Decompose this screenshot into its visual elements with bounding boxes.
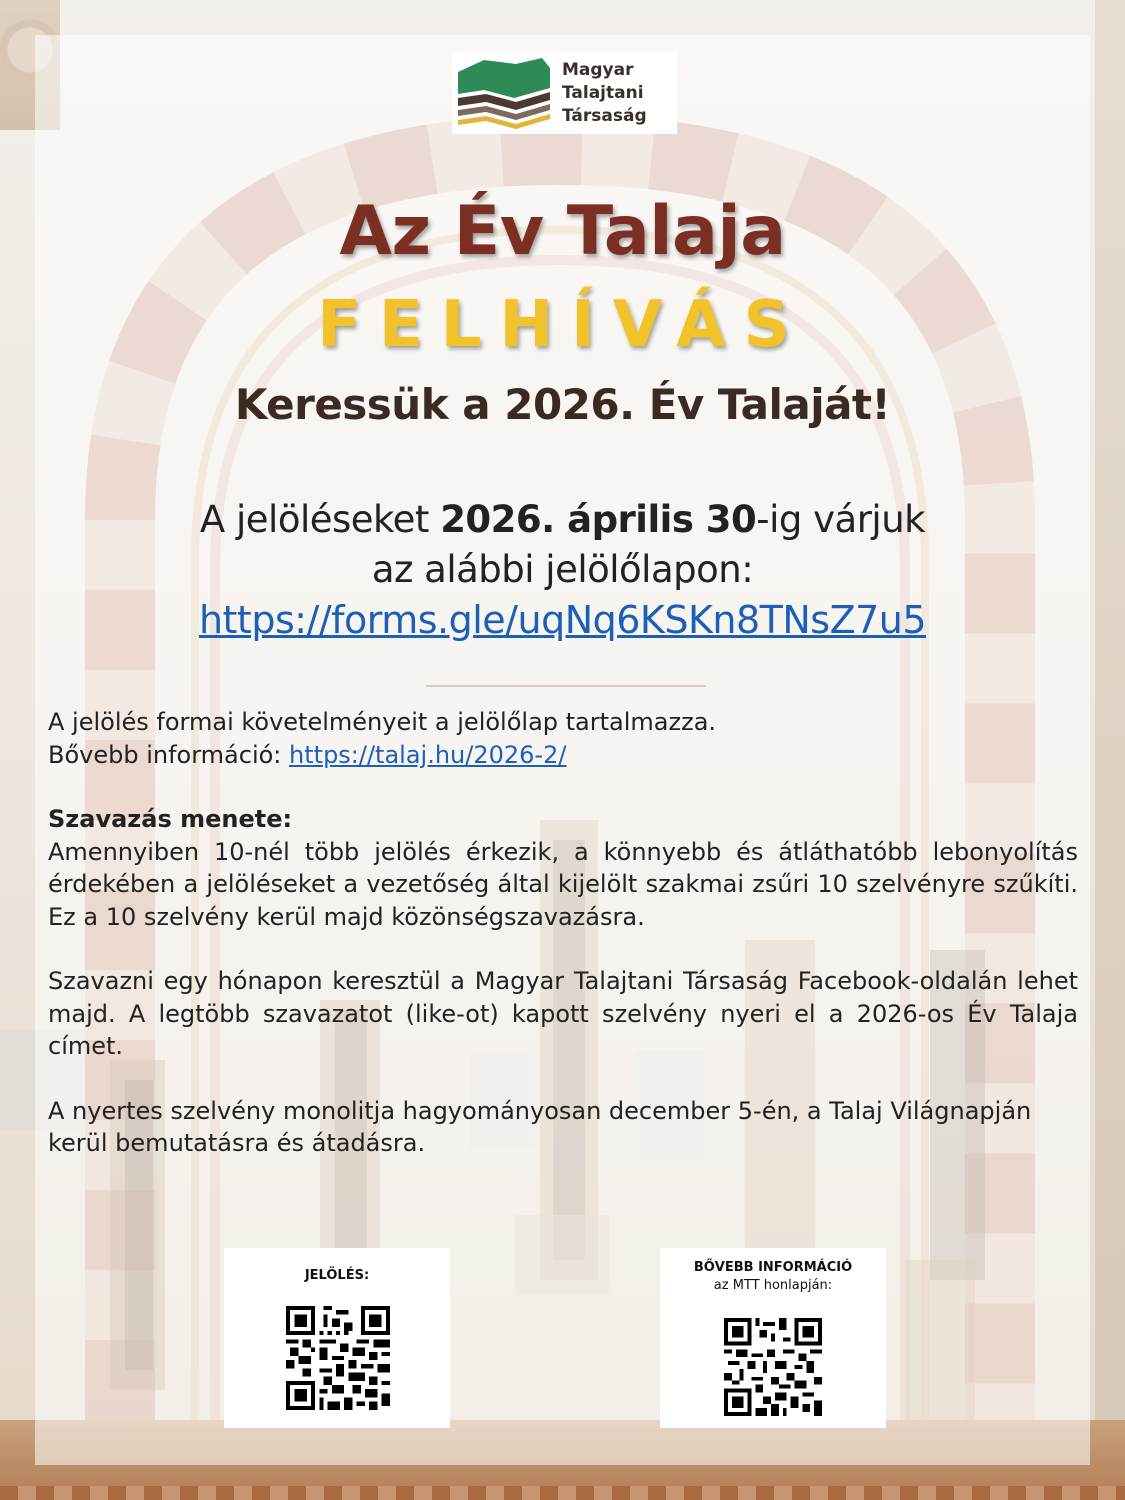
voting-heading: Szavazás menete: <box>48 805 293 833</box>
more-info-link[interactable]: https://talaj.hu/2026-2/ <box>289 740 567 769</box>
voting-paragraph-1: Amennyiben 10-nél több jelölés érkezik, a könnyebb és átláthatóbb lebonyolítás érdekében a jelöléseket a vezetőség által kijelölt szakmai zsűri 10 szelvényre szűkíti. Ez a 10 szelvény kerül majd közönségszavazásra. <box>48 837 1078 931</box>
qr-right-sub: az MTT honlapján: <box>713 1278 833 1293</box>
form-link[interactable]: https://forms.gle/uqNq6KSKn8TNsZ7u5 <box>198 598 927 642</box>
qr-right-label: BŐVEBB INFORMÁCIÓ <box>693 1260 853 1275</box>
society-logo <box>452 52 677 134</box>
requirements-text: A jelölés formai követelményeit a jelölőlap tartalmazza. <box>48 708 717 736</box>
body-text <box>48 706 1078 1160</box>
deadline-prefix: A jelöléseket <box>199 498 441 541</box>
divider <box>426 685 706 687</box>
page-title: Az Év Talaja <box>339 192 786 271</box>
qr-nomination-box <box>224 1248 450 1428</box>
qr-info-box <box>660 1248 886 1428</box>
qr-left-label: JELÖLÉS: <box>304 1268 370 1283</box>
voting-paragraph-3: A nyertes szelvény monolitja hagyományosan december 5-én, a Talaj Világnapján kerül bemutatásra és átadásra. <box>48 1096 1032 1157</box>
logo-line-1: Magyar <box>562 59 634 80</box>
deadline-date: 2026. április 30 <box>440 498 757 541</box>
logo-line-3: Társaság <box>562 105 647 126</box>
deadline-suffix: -ig várjuk <box>756 498 926 541</box>
callout-heading: FELHÍVÁS <box>317 288 808 362</box>
deadline-block <box>0 495 1125 645</box>
voting-paragraph-2: Szavazni egy hónapon keresztül a Magyar Talajtani Társaság Facebook-oldalán lehet majd. A legtöbb szavazatot (like-ot) kapott szelvény nyeri el a 2026-os Év Talaja címet. <box>48 967 1078 1060</box>
logo-line-2: Talajtani <box>562 82 644 103</box>
deadline-line-2: az alábbi jelölőlapon: <box>371 548 754 591</box>
qr-code-icon[interactable] <box>724 1318 822 1416</box>
soil-layers-icon <box>454 54 554 132</box>
more-info-label: Bővebb információ: <box>48 740 290 769</box>
subtitle: Keressük a 2026. Év Talaját! <box>234 380 891 429</box>
qr-code-icon[interactable] <box>286 1306 390 1410</box>
